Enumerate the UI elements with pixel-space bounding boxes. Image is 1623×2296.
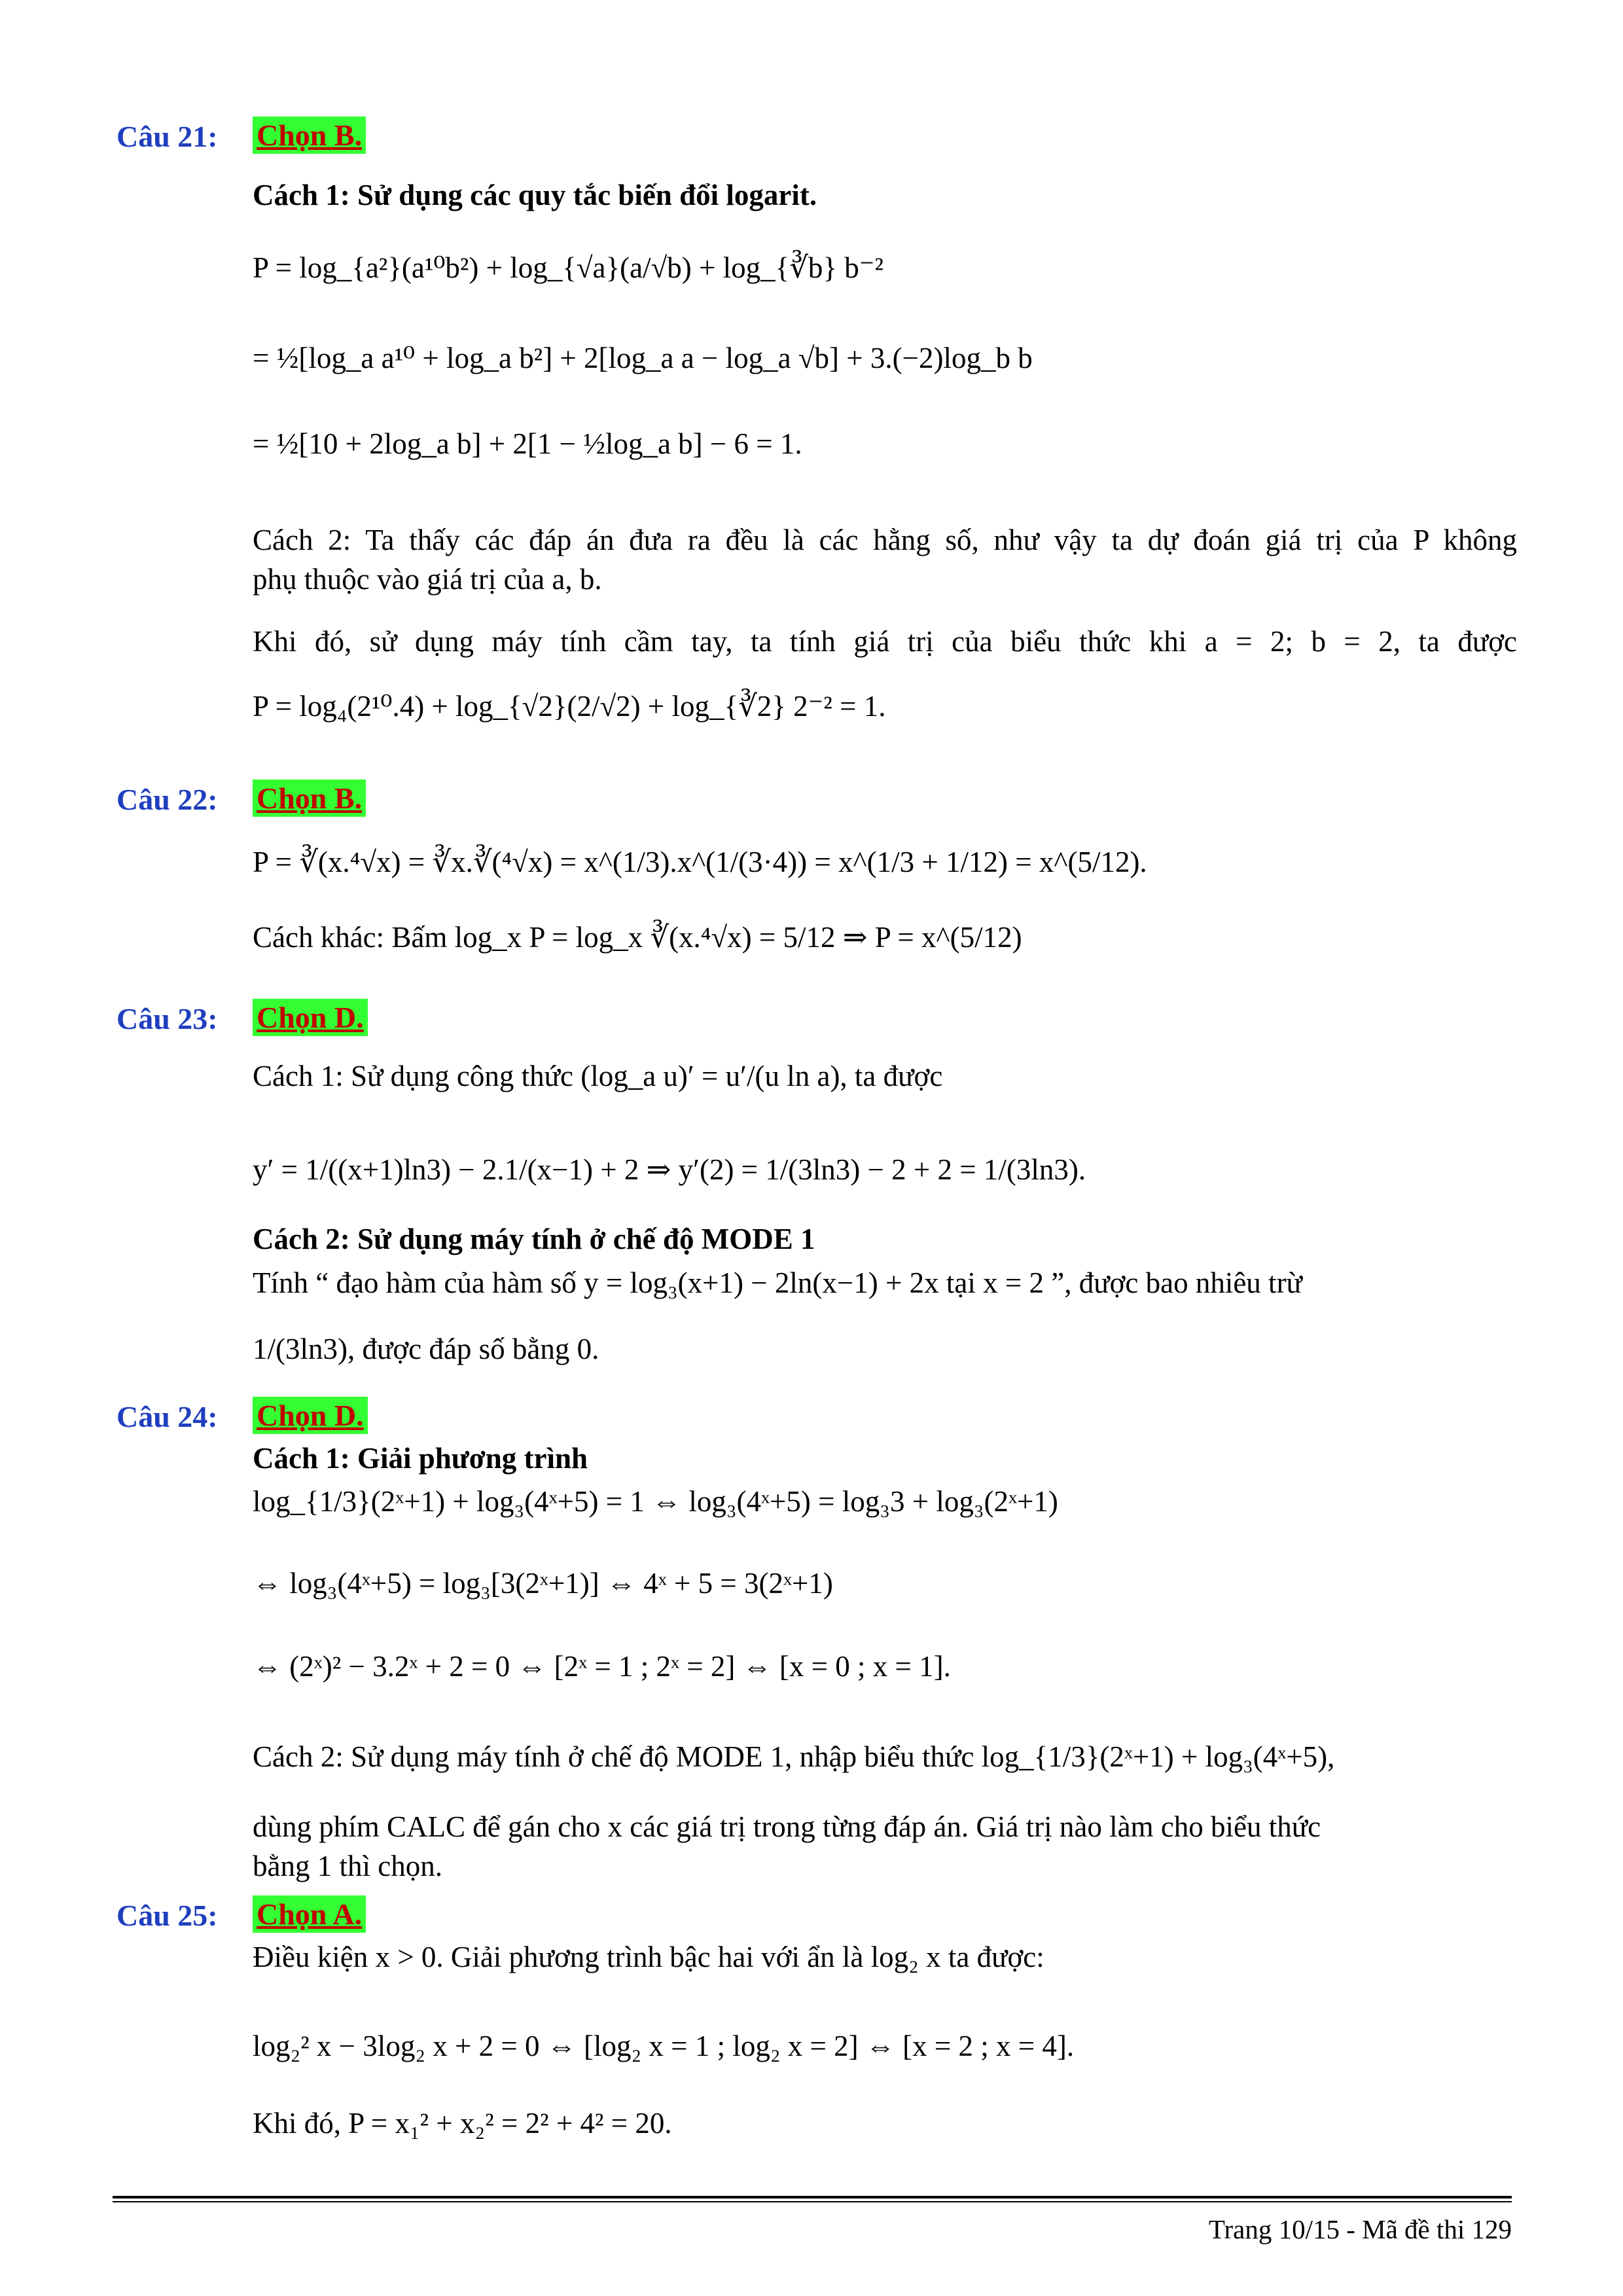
formula: Khi đó, P = x₁² + x₂² = 2² + 4² = 20. (253, 2107, 672, 2140)
formula: P = log₄(2¹⁰.4) + log_{√2}(2/√2) + log_{∛2} 2⁻² = 1. (253, 690, 886, 723)
question-label: Câu 24: (116, 1400, 218, 1433)
question-label: Câu 25: (116, 1899, 218, 1932)
solution-line: bằng 1 thì chọn. (253, 1850, 442, 1882)
solution-line: Điều kiện x > 0. Giải phương trình bậc hai với ẩn là log₂ x ta được: (253, 1941, 1044, 1973)
formula: y′ = 1/((x+1)ln3) − 2.1/(x−1) + 2 ⇒ y′(2) = 1/(3ln3) − 2 + 2 = 1/(3ln3). (253, 1153, 1086, 1186)
solution-line: Cách 1: Giải phương trình (253, 1442, 588, 1475)
solution-line: Cách 2: Ta thấy các đáp án đưa ra đều là các hằng số, như vậy ta dự đoán giá trị của P không (253, 524, 1517, 556)
formula: log_{1/3}(2ˣ+1) + log₃(4ˣ+5) = 1 ⇔ log₃(4ˣ+5) = log₃3 + log₃(2ˣ+1) (253, 1485, 1058, 1518)
formula: Cách khác: Bấm log_x P = log_x ∛(x.⁴√x) = 5/12 ⇒ P = x^(5/12) (253, 921, 1022, 954)
question-label: Câu 22: (116, 783, 218, 816)
answer-choice: Chọn D. (253, 1397, 368, 1434)
formula: log₂² x − 3log₂ x + 2 = 0 ⇔ [log₂ x = 1 ; log₂ x = 2] ⇔ [x = 2 ; x = 4]. (253, 2030, 1075, 2062)
solution-line: Cách 2: Sử dụng máy tính ở chế độ MODE 1, nhập biểu thức log_{1/3}(2ˣ+1) + log₃(4ˣ+5), (253, 1740, 1335, 1773)
question-label: Câu 23: (116, 1002, 218, 1035)
solution-line (253, 1221, 815, 1257)
solution-line: Tính “ đạo hàm của hàm số y = log₃(x+1) − 2ln(x−1) + 2x tại x = 2 ”, được bao nhiêu trừ (253, 1266, 1302, 1299)
formula: = ½[log_a a¹⁰ + log_a b²] + 2[log_a a − log_a √b] + 3.(−2)log_b b (253, 342, 1033, 374)
solution-line: phụ thuộc vào giá trị của a, b. (253, 563, 602, 596)
formula: P = log_{a²}(a¹⁰b²) + log_{√a}(a/√b) + log_{∛b} b⁻² (253, 251, 884, 284)
formula: ⇔ (2ˣ)² − 3.2ˣ + 2 = 0 ⇔ [2ˣ = 1 ; 2ˣ = 2] ⇔ [x = 0 ; x = 1]. (253, 1650, 951, 1683)
formula: Cách 1: Sử dụng công thức (log_a u)′ = u′/(u ln a), ta được (253, 1060, 943, 1092)
method-text: Cách 2: Sử dụng máy tính ở chế độ MODE 1 (253, 1223, 815, 1255)
solution-line: Khi đó, sử dụng máy tính cầm tay, ta tính giá trị của biểu thức khi a = 2; b = 2, ta được (253, 625, 1517, 658)
answer-choice: Chọn D. (253, 999, 368, 1036)
solution-line: dùng phím CALC để gán cho x các giá trị trong từng đáp án. Giá trị nào làm cho biểu thức (253, 1810, 1321, 1843)
answer-choice: Chọn B. (253, 117, 366, 154)
answer-choice: Chọn A. (253, 1895, 366, 1933)
footer-divider (113, 2196, 1512, 2198)
answer-choice: Chọn B. (253, 780, 366, 817)
page-footer: Trang 10/15 - Mã đề thi 129 (1208, 2214, 1512, 2244)
formula: = ½[10 + 2log_a b] + 2[1 − ½log_a b] − 6 = 1. (253, 427, 802, 460)
formula: P = ∛(x.⁴√x) = ∛x.∛(⁴√x) = x^(1/3).x^(1/(3·4)) = x^(1/3 + 1/12) = x^(5/12). (253, 846, 1147, 878)
footer-divider (113, 2201, 1512, 2202)
solution-line: Cách 1: Sử dụng các quy tắc biến đổi logarit. (253, 179, 817, 211)
formula: 1/(3ln3), được đáp số bằng 0. (253, 1333, 599, 1365)
question-label: Câu 21: (116, 120, 218, 153)
formula: ⇔ log₃(4ˣ+5) = log₃[3(2ˣ+1)] ⇔ 4ˣ + 5 = 3(2ˣ+1) (253, 1567, 833, 1600)
